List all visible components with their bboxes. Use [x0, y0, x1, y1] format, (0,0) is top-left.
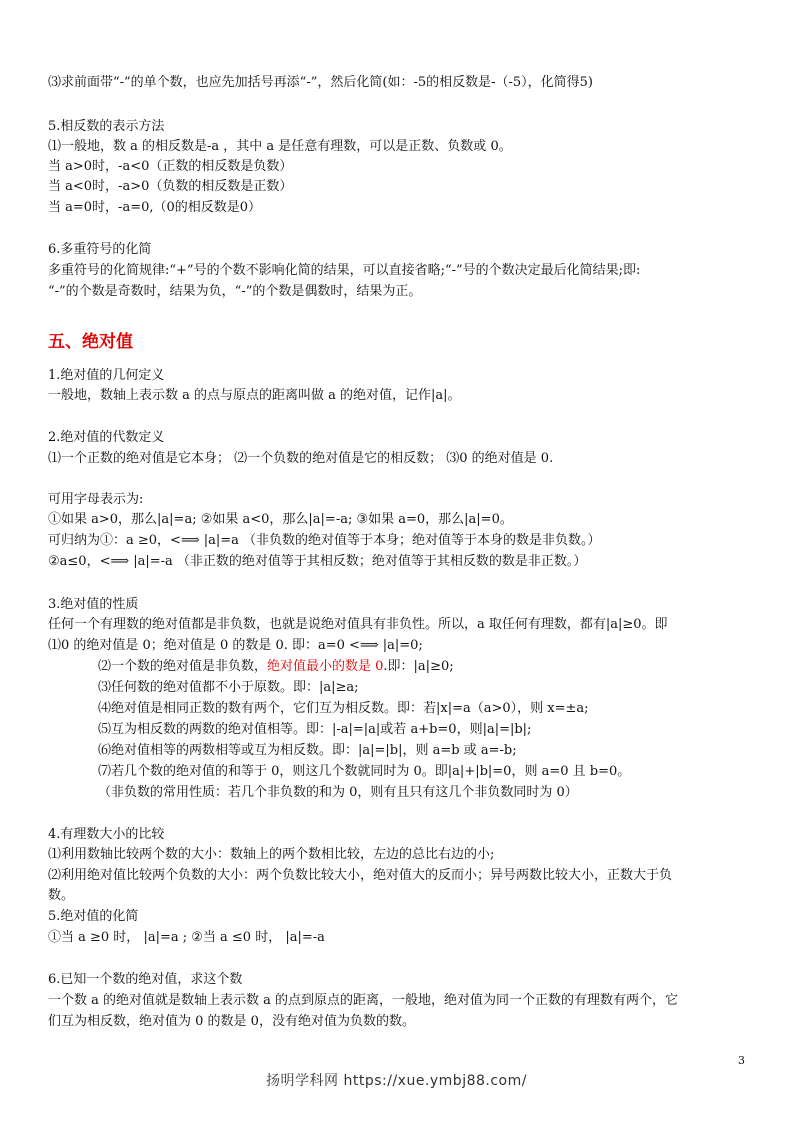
property-item	[98, 657, 454, 677]
paragraph-line: ⑴0 的绝对值是 0；绝对值是 0 的数是 0. 即：a=0 <⟹ |a|=0;	[48, 638, 423, 653]
paragraph-line: 们互为相反数，绝对值为 0 的数是 0，没有绝对值为负数的数。	[48, 1014, 415, 1029]
property-item: ⑶任何数的绝对值都不小于原数。即：|a|≥a;	[98, 680, 359, 695]
paragraph-line: 当 a>0时，-a<0（正数的相反数是负数）	[48, 159, 293, 174]
page-number: 3	[738, 1054, 745, 1067]
property-item: ⑷绝对值是相同正数的数有两个，它们互为相反数。即：若|x|=a（a>0），则 x=±a;	[98, 701, 589, 716]
paragraph-line: ⑶求前面带“-”的单个数，也应先加括号再添“-”，然后化简(如：-5的相反数是-（-5），化简得5)	[48, 75, 594, 90]
paragraph-line: 可归纳为①：a ≥0，<⟹ |a|=a （非负数的绝对值等于本身；绝对值等于本身的数是非负数。）	[48, 533, 601, 548]
section-heading: 1.绝对值的几何定义	[48, 368, 165, 383]
paragraph-line: 数。	[48, 888, 75, 903]
section-heading: 5.相反数的表示方法	[48, 119, 165, 134]
footer-watermark: 扬明学科网 https://xue.ymbj88.com/	[266, 1073, 527, 1089]
highlighted-text: 绝对值最小的数是 0	[267, 659, 384, 674]
property-item: ⑹绝对值相等的两数相等或互为相反数。即：|a|=|b|，则 a=b 或 a=-b;	[98, 743, 517, 758]
section-heading: 3.绝对值的性质	[48, 597, 139, 612]
paragraph-line: ⑴一个正数的绝对值是它本身； ⑵一个负数的绝对值是它的相反数； ⑶0 的绝对值是 0.	[48, 451, 554, 466]
paragraph-line: ⑴一般地，数 a 的相反数是-a ，其中 a 是任意有理数，可以是正数、负数或 0。	[48, 139, 512, 154]
section-heading: 4.有理数大小的比较	[48, 827, 165, 842]
paragraph-line: ⑴利用数轴比较两个数的大小：数轴上的两个数相比较，左边的总比右边的小;	[48, 847, 495, 862]
paragraph-line: “-”的个数是奇数时，结果为负，“-”的个数是偶数时，结果为正。	[48, 284, 422, 299]
paragraph-line: ①如果 a>0，那么|a|=a; ②如果 a<0，那么|a|=-a; ③如果 a=0，那么|a|=0。	[48, 512, 513, 527]
paragraph-line: 多重符号的化简规律:“+”号的个数不影响化简的结果，可以直接省略;“-”号的个数决定最后化简结果;即:	[48, 263, 641, 278]
paragraph-line: 可用字母表示为:	[48, 492, 144, 507]
paragraph-line: ①当 a ≥0 时， |a|=a ; ②当 a ≤0 时， |a|=-a	[48, 930, 325, 945]
paragraph-line: ②a≤0，<⟹ |a|=-a （非正数的绝对值等于其相反数；绝对值等于其相反数的数是非正数。）	[48, 554, 587, 569]
property-text: .即：|a|≥0;	[383, 659, 454, 674]
property-text: ⑵一个数的绝对值是非负数，	[98, 659, 268, 674]
paragraph-line: 任何一个有理数的绝对值都是非负数，也就是说绝对值具有非负性。所以，a 取任何有理数，都有|a|≥0。即	[48, 617, 668, 632]
paragraph-line: 一般地，数轴上表示数 a 的点与原点的距离叫做 a 的绝对值，记作|a|。	[48, 388, 461, 403]
paragraph-line: 一个数 a 的绝对值就是数轴上表示数 a 的点到原点的距离，一般地，绝对值为同一个正数的有理数有两个，它	[48, 993, 679, 1008]
paragraph-line: 当 a=0时，-a=0,（0的相反数是0）	[48, 200, 262, 215]
property-item: ⑺若几个数的绝对值的和等于 0，则这几个数就同时为 0。即|a|+|b|=0，则 a=0 且 b=0。	[98, 764, 631, 779]
section-heading: 6.已知一个数的绝对值，求这个数	[48, 972, 243, 987]
property-note: （非负数的常用性质：若几个非负数的和为 0，则有且只有这几个非负数同时为 0）	[98, 785, 578, 800]
paragraph-line: ⑵利用绝对值比较两个负数的大小：两个负数比较大小，绝对值大的反而小；异号两数比较大小，正数大于负	[48, 868, 673, 883]
paragraph-line: 当 a<0时，-a>0（负数的相反数是正数）	[48, 179, 293, 194]
property-item: ⑸互为相反数的两数的绝对值相等。即：|-a|=|a|或若 a+b=0，则|a|=|b|;	[98, 722, 532, 737]
section-heading: 5.绝对值的化简	[48, 909, 139, 924]
section-heading: 6.多重符号的化简	[48, 242, 152, 257]
section-heading: 2.绝对值的代数定义	[48, 430, 165, 445]
chapter-heading: 五、绝对值	[48, 332, 133, 352]
